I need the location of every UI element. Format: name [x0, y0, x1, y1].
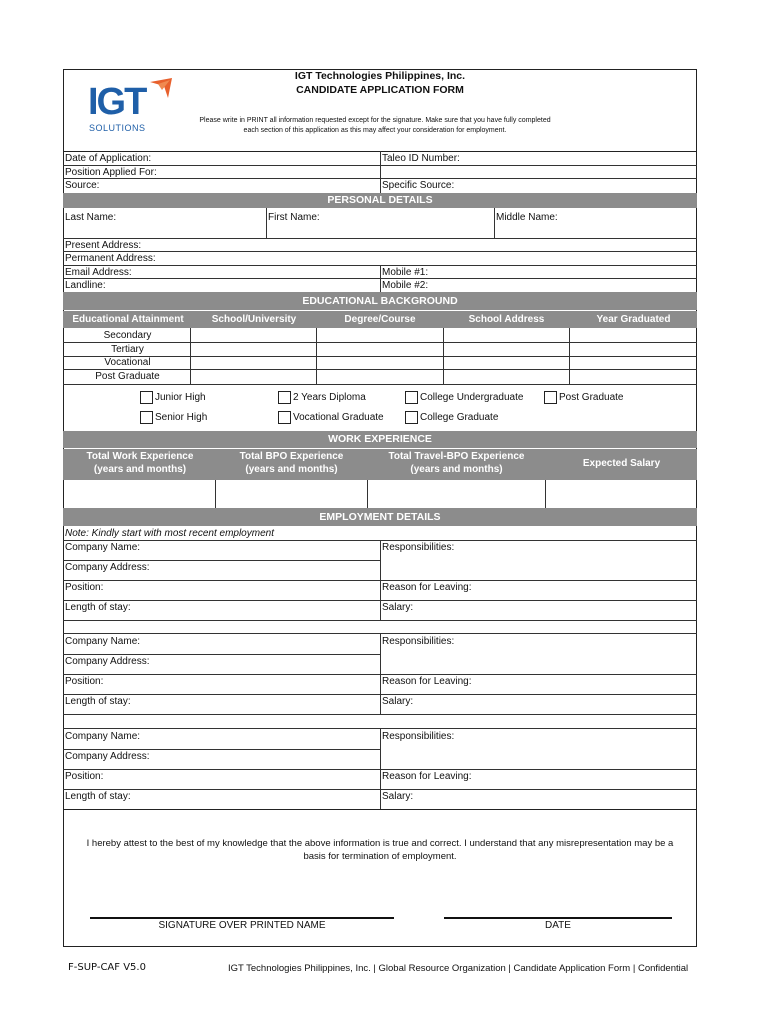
logo-text: IGT	[88, 81, 146, 123]
college-undergraduate-label: College Undergraduate	[420, 392, 524, 403]
instructions-line-2: each section of this application as this may affect your consideration for employment.	[243, 127, 507, 134]
landline-field[interactable]: Landline:	[65, 280, 106, 291]
company-name-1[interactable]: Company Name:	[65, 542, 141, 553]
position-3[interactable]: Position:	[65, 771, 104, 782]
reason-for-leaving-3[interactable]: Reason for Leaving:	[382, 771, 472, 782]
edu-row-secondary: Secondary	[103, 330, 152, 341]
senior-high-label: Senior High	[155, 412, 208, 423]
salary-1[interactable]: Salary:	[382, 602, 414, 613]
personal-details-header: PERSONAL DETAILS	[63, 193, 697, 208]
college-graduate-label: College Graduate	[420, 412, 499, 423]
work-experience-header: WORK EXPERIENCE	[63, 431, 697, 448]
work-col-salary: Expected Salary	[582, 458, 661, 469]
vocational-graduate-checkbox[interactable]	[278, 411, 291, 424]
edu-col-school: School/University	[211, 314, 297, 325]
edu-row-vocational: Vocational	[104, 357, 151, 368]
email-field[interactable]: Email Address:	[65, 267, 132, 278]
attestation-line-2: basis for termination of employment.	[303, 851, 457, 862]
date-of-application-field[interactable]: Date of Application:	[65, 153, 152, 164]
edu-row-tertiary: Tertiary	[111, 344, 144, 355]
length-of-stay-3[interactable]: Length of stay:	[65, 791, 131, 802]
junior-high-label: Junior High	[155, 392, 206, 403]
college-undergraduate-checkbox[interactable]	[405, 391, 418, 404]
work-col-bpo-b: (years and months)	[245, 464, 338, 475]
taleo-id-field[interactable]: Taleo ID Number:	[382, 153, 460, 164]
last-name-field[interactable]: Last Name:	[65, 212, 117, 223]
edu-col-year: Year Graduated	[596, 314, 671, 325]
reason-for-leaving-2[interactable]: Reason for Leaving:	[382, 676, 472, 687]
length-of-stay-2[interactable]: Length of stay:	[65, 696, 131, 707]
salary-3[interactable]: Salary:	[382, 791, 414, 802]
edu-col-degree: Degree/Course	[344, 314, 416, 325]
middle-name-field[interactable]: Middle Name:	[496, 212, 558, 223]
work-col-travel-a: Total Travel-BPO Experience	[388, 451, 525, 462]
instructions-line-1: Please write in PRINT all information requested except for the signature. Make sure that you have fully completed	[199, 117, 551, 124]
footer-text: IGT Technologies Philippines, Inc. | Global Resource Organization | Candidate Application Form | Confidential	[228, 963, 689, 974]
present-address-field[interactable]: Present Address:	[65, 240, 142, 251]
vocational-graduate-label: Vocational Graduate	[293, 412, 384, 423]
attestation-line-1: I hereby attest to the best of my knowledge that the above information is true and correct. I understand that any misrepresentation may be a	[86, 838, 674, 849]
form-title: CANDIDATE APPLICATION FORM	[296, 84, 464, 96]
specific-source-field[interactable]: Specific Source:	[382, 180, 455, 191]
signature-label: SIGNATURE OVER PRINTED NAME	[158, 920, 326, 931]
company-address-3[interactable]: Company Address:	[65, 751, 150, 762]
work-input-row[interactable]	[63, 480, 697, 508]
employment-details-header: EMPLOYMENT DETAILS	[63, 508, 697, 526]
mobile-1-field[interactable]: Mobile #1:	[382, 267, 429, 278]
senior-high-checkbox[interactable]	[140, 411, 153, 424]
logo-subtext: SOLUTIONS	[89, 123, 146, 133]
igt-logo	[88, 76, 178, 136]
date-line[interactable]	[444, 917, 672, 919]
educational-background-header: EDUCATIONAL BACKGROUND	[63, 292, 697, 310]
position-1[interactable]: Position:	[65, 582, 104, 593]
edu-col-address: School Address	[468, 314, 545, 325]
edu-col-attainment: Educational Attainment	[72, 314, 184, 325]
position-2[interactable]: Position:	[65, 676, 104, 687]
date-label: DATE	[545, 920, 571, 931]
reason-for-leaving-1[interactable]: Reason for Leaving:	[382, 582, 472, 593]
company-name-2[interactable]: Company Name:	[65, 636, 141, 647]
post-graduate-checkbox[interactable]	[544, 391, 557, 404]
work-col-total-b: (years and months)	[93, 464, 187, 475]
responsibilities-2[interactable]: Responsibilities:	[382, 636, 455, 647]
mobile-2-field[interactable]: Mobile #2:	[382, 280, 429, 291]
length-of-stay-1[interactable]: Length of stay:	[65, 602, 131, 613]
first-name-field[interactable]: First Name:	[268, 212, 320, 223]
responsibilities-3[interactable]: Responsibilities:	[382, 731, 455, 742]
work-col-bpo-a: Total BPO Experience	[239, 451, 344, 462]
company-address-1[interactable]: Company Address:	[65, 562, 150, 573]
edu-row-post-graduate: Post Graduate	[95, 371, 160, 382]
two-years-diploma-label: 2 Years Diploma	[293, 392, 366, 403]
junior-high-checkbox[interactable]	[140, 391, 153, 404]
work-col-travel-b: (years and months)	[410, 464, 503, 475]
company-name-3[interactable]: Company Name:	[65, 731, 141, 742]
permanent-address-field[interactable]: Permanent Address:	[65, 253, 156, 264]
signature-line[interactable]	[90, 917, 394, 919]
company-title: IGT Technologies Philippines, Inc.	[294, 70, 466, 82]
post-graduate-label: Post Graduate	[559, 392, 624, 403]
source-field[interactable]: Source:	[65, 180, 100, 191]
employment-note: Note: Kindly start with most recent employment	[65, 528, 274, 539]
form-code: F-SUP-CAF V5.0	[68, 962, 146, 973]
college-graduate-checkbox[interactable]	[405, 411, 418, 424]
responsibilities-1[interactable]: Responsibilities:	[382, 542, 455, 553]
work-col-total-a: Total Work Experience	[86, 451, 194, 462]
company-address-2[interactable]: Company Address:	[65, 656, 150, 667]
position-applied-field[interactable]: Position Applied For:	[65, 167, 157, 178]
salary-2[interactable]: Salary:	[382, 696, 414, 707]
two-years-diploma-checkbox[interactable]	[278, 391, 291, 404]
